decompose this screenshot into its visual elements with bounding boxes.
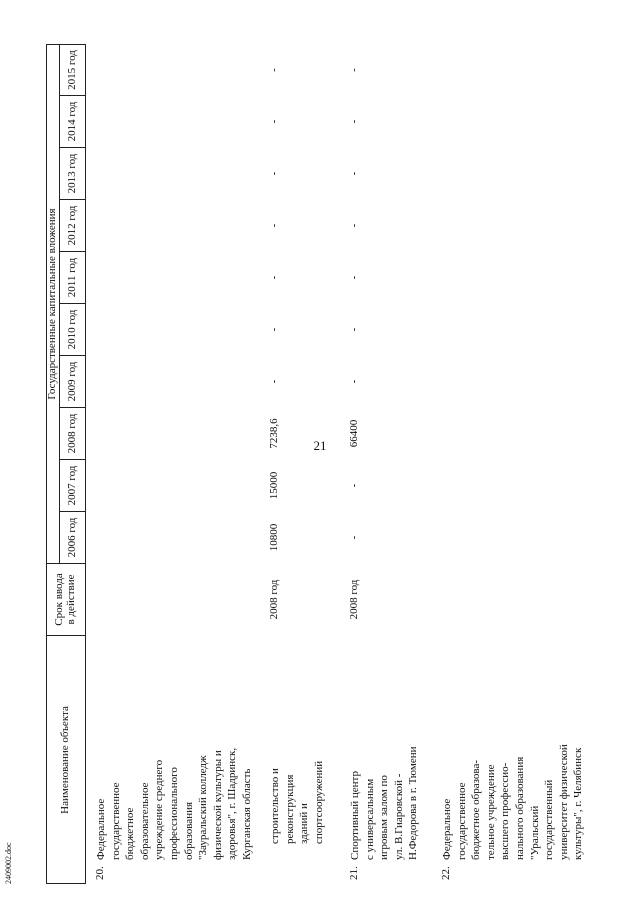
cell-2011: -: [268, 275, 280, 280]
header-year-2011: 2011 год: [65, 257, 78, 298]
cell-2012: -: [348, 223, 360, 228]
cell-2014: -: [268, 119, 280, 124]
cell-2008: 66400: [348, 419, 360, 448]
cell-2006: 10800: [268, 523, 280, 552]
cell-2009: -: [348, 379, 360, 384]
header-year-2013: 2013 год: [65, 153, 78, 194]
row-object-name: Федеральное государственное бюджетное образова- тельное учреждение высшего профессио- нального образования "Уральский государственный университет физической культуры", г. Челябинск: [441, 744, 585, 860]
header-name: Наименование объекта: [59, 706, 72, 814]
cell-2015: -: [348, 68, 360, 72]
cell-2013: -: [268, 171, 280, 176]
document-filename: 2409002.doc: [4, 842, 13, 884]
header-year-2006: 2006 год: [65, 517, 78, 558]
row-number: 22.: [440, 866, 452, 880]
row-object-name: Спортивный центр с универсальным игровым залом по ул. В.Гиаровской - Н.Федорова в г. Тюмени: [349, 746, 420, 860]
row-number: 21.: [348, 866, 360, 880]
cell-2012: -: [268, 223, 280, 228]
cell-2010: -: [348, 327, 360, 332]
header-year-2012: 2012 год: [65, 205, 78, 246]
cell-2013: -: [348, 171, 360, 176]
row-term: 2008 год: [268, 579, 280, 620]
investment-table: [46, 44, 606, 884]
cell-2015: -: [268, 68, 280, 72]
cell-2007: 15000: [268, 471, 280, 500]
cell-2008: 7238,6: [268, 418, 280, 449]
header-year-2009: 2009 год: [65, 361, 78, 402]
cell-2014: -: [348, 119, 360, 124]
row-number: 20.: [94, 866, 106, 880]
cell-2007: -: [348, 483, 360, 488]
header-term: Срок ввода в действие: [53, 573, 77, 626]
header-year-2007: 2007 год: [65, 465, 78, 506]
cell-2006: -: [348, 535, 360, 540]
header-investment: Государственные капитальные вложения: [45, 208, 58, 400]
header-year-2010: 2010 год: [65, 309, 78, 350]
cell-2010: -: [268, 327, 280, 332]
row-object-name: Федеральное государственное бюджетное образовательное учреждение среднего профессионального образования "Зауральский колледж физической культуры и здоровья", г. Шадринск, Курганская область: [95, 747, 253, 860]
page-number: 21: [313, 438, 327, 453]
cell-2009: -: [268, 379, 280, 384]
cell-2011: -: [348, 275, 360, 280]
header-year-2015: 2015 год: [65, 50, 78, 90]
header-year-2014: 2014 год: [65, 101, 78, 142]
row-term: 2008 год: [348, 579, 360, 620]
header-year-2008: 2008 год: [65, 413, 78, 454]
row-object-subtitle: строительство и реконструкция зданий и спортсооружений: [269, 760, 325, 844]
